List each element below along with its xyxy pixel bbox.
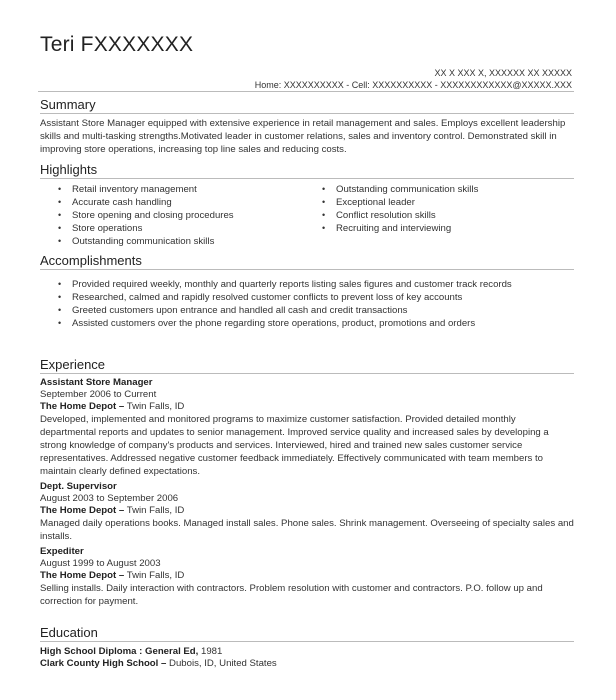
contact-line: Home: XXXXXXXXXX - Cell: XXXXXXXXXX - XXXXXXXXXXXX@XXXXX.XXX [254,80,572,90]
school-name: Clark County High School – [40,658,167,669]
list-item: • Retail inventory management [58,183,312,196]
job-entry [38,481,574,543]
highlights-section [38,162,574,248]
job-title: Dept. Supervisor [40,481,117,492]
company-name: The Home Depot – [40,401,125,412]
highlights-heading: Highlights [40,162,574,179]
summary-heading: Summary [40,97,574,114]
job-employer [40,570,574,582]
education-degree: High School Diploma : General Ed, 1981 [40,646,223,657]
job-dates: August 2003 to September 2006 [40,493,179,504]
company-name: The Home Depot – [40,570,125,581]
list-item: • Assisted customers over the phone regarding store operations, product, promotions and orders [58,317,574,330]
job-title: Assistant Store Manager [40,377,153,388]
job-dates: September 2006 to Current [40,389,157,400]
job-dates: August 1999 to August 2003 [40,558,161,569]
list-item: • Greeted customers upon entrance and handled all cash and credit transactions [58,304,574,317]
job-employer [40,505,574,517]
job-entry [38,546,574,608]
list-item: • Recruiting and interviewing [322,222,478,235]
candidate-name: Teri FXXXXXXX [40,33,194,56]
list-item: • Outstanding communication skills [322,183,478,196]
degree-year: 1981 [201,646,223,657]
job-employer [40,401,574,413]
list-item: • Exceptional leader [322,196,478,209]
highlights-left-list [38,183,312,248]
company-name: The Home Depot – [40,505,125,516]
accomplishments-heading: Accomplishments [40,253,574,270]
list-item: • Outstanding communication skills [58,235,312,248]
job-description: Managed daily operations books. Managed install sales. Phone sales. Shrink management. Overseeing of specialty sales and installs. [40,518,574,542]
list-item: • Store operations [58,222,312,235]
degree-field: General Ed [145,646,196,657]
accomplishments-list [38,278,574,330]
summary-text: Assistant Store Manager equipped with extensive experience in retail management and sales. Employs excellent leadership skills and multi-tasking strengths.Motivated leader in customer relations, sales and inventory control. Demonstrated skill in improving store operations, increasing top line sales and reducing costs. [40,118,566,155]
list-item: • Accurate cash handling [58,196,312,209]
school-location: Dubois, ID, United States [169,658,277,669]
list-item: • Store opening and closing procedures [58,209,312,222]
list-item: • Conflict resolution skills [322,209,478,222]
accomplishments-section [38,253,574,330]
job-description: Developed, implemented and monitored programs to maximize customer satisfaction. Provided detailed monthly departmental reports and updates to senior management. Improved service quality and increased sales by developing a strong knowledge of company's products and services. Interviewed, hired and trained new sales customer service representatives. Addressed negative customer feedback immediately. Effectively communicated with team members to maintain clearly defined expectations. [40,414,549,477]
job-entry [38,377,574,478]
highlights-right-list [312,183,478,248]
job-title: Expediter [40,546,84,557]
summary-section [38,97,574,156]
job-location: Twin Falls, ID [126,401,185,412]
address-line: XX X XXX X, XXXXXX XX XXXXX [434,68,572,78]
experience-heading: Experience [40,357,574,374]
highlights-columns [38,183,574,248]
education-heading: Education [40,625,574,642]
header-divider [38,91,574,92]
experience-section [38,357,574,608]
job-description: Selling installs. Daily interaction with contractors. Problem resolution with customer and contractors. P.O. follow up and correction for payment. [40,583,543,607]
list-item: • Researched, calmed and rapidly resolved customer conflicts to prevent loss of key accounts [58,291,574,304]
job-location: Twin Falls, ID [126,505,185,516]
education-school [40,658,574,670]
education-section [38,625,574,670]
job-location: Twin Falls, ID [126,570,185,581]
degree-name: High School Diploma [40,646,137,657]
list-item: • Provided required weekly, monthly and quarterly reports listing sales figures and customer track records [58,278,574,291]
